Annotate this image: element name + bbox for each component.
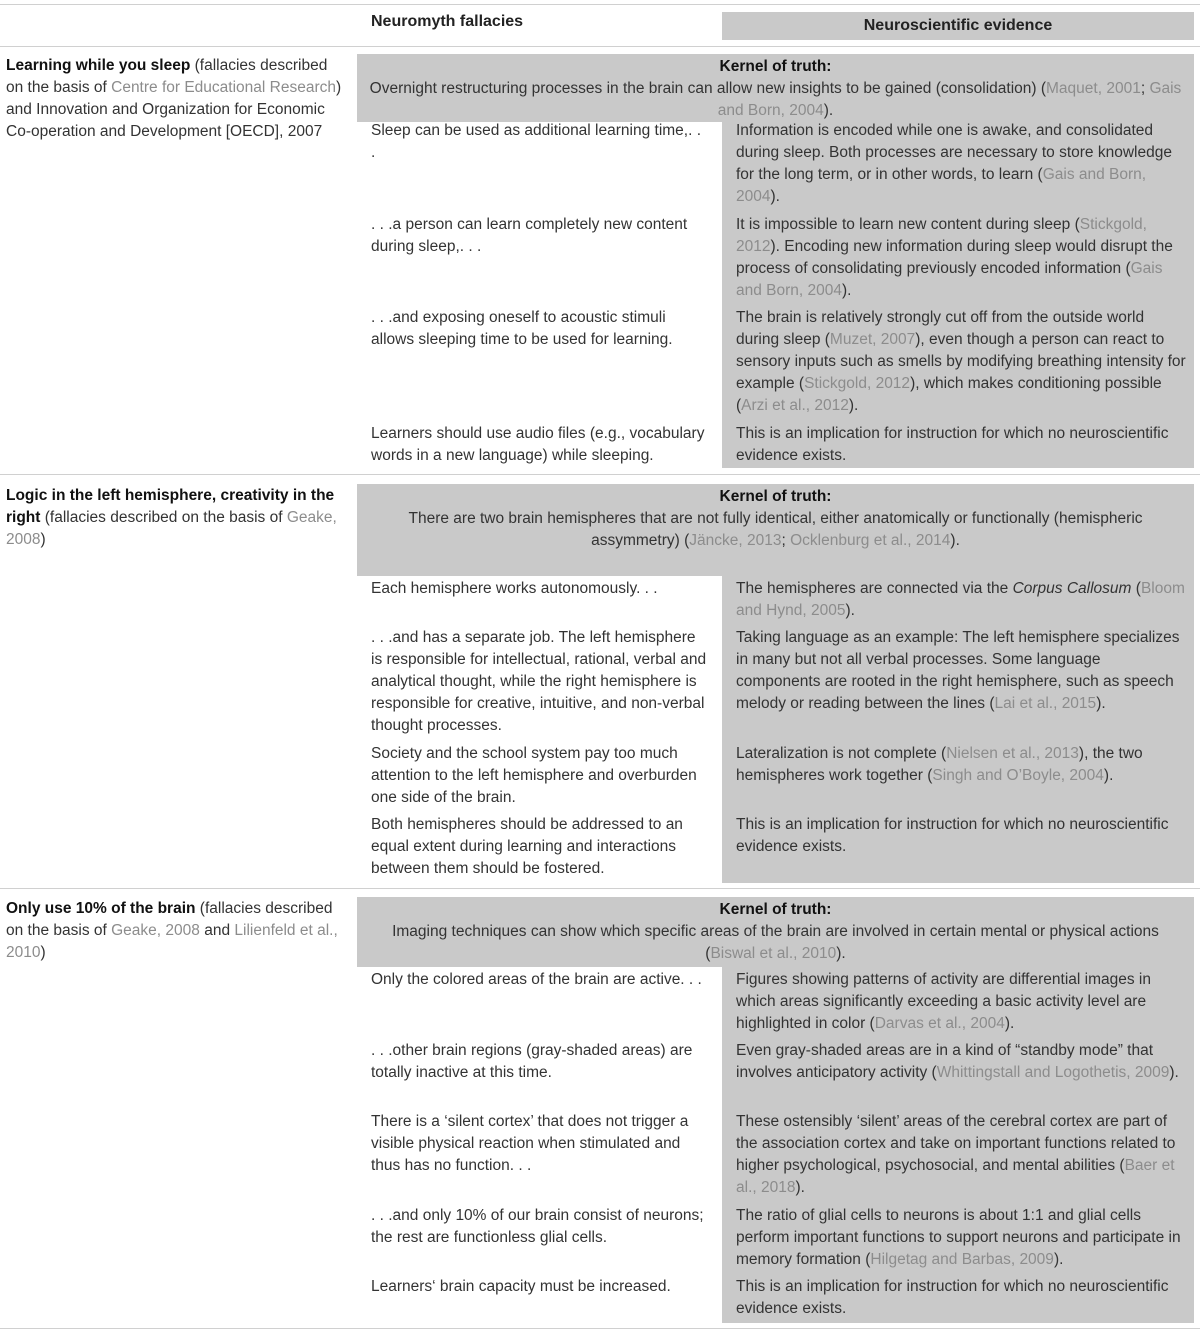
fallacy-text: . . .and only 10% of our brain consist of neurons; the rest are functionless glial cells. <box>371 1207 704 1246</box>
kernel-of-truth-sleep: Kernel of truth: Overnight restructuring processes in the brain can allow new insights to be gained (consolidation) (Maquet, 2001; Gais and Born, 2004). <box>357 54 1194 122</box>
evidence-text: This is an implication for instruction for which no neuroscientific evidence exists. <box>736 425 1169 464</box>
fallacy-text: . . .and exposing oneself to acoustic stimuli allows sleeping time to be used for learning. <box>371 309 673 348</box>
top-rule <box>0 4 1200 5</box>
section-label-ten-percent: Only use 10% of the brain (fallacies described on the basis of Geake, 2008 and Lilienfeld et al., 2010) <box>6 900 338 961</box>
evidence-text: The ratio of glial cells to neurons is about 1:1 and glial cells perform important functions to support neurons and participate in memory formation (Hilgetag and Barbas, 2009). <box>736 1207 1181 1268</box>
evidence-text: Taking language as an example: The left hemisphere specializes in many but not all verbal processes. Some language components are rooted in the right hemisphere, such as speech melody or reading between the lines (Lai et al., 2015). <box>736 629 1180 712</box>
fallacy-text: . . .and has a separate job. The left hemisphere is responsible for intellectual, rational, verbal and analytical thought, while the right hemisphere is responsible for creative, intuitive, and non-verbal thought processes. <box>371 629 707 734</box>
fallacy-text: There is a ‘silent cortex’ that does not trigger a visible physical reaction when stimulated and thus has no function. . . <box>371 1113 689 1174</box>
evidence-text: Figures showing patterns of activity are differential images in which areas significantly exceeding a basic activity level are highlighted in color (Darvas et al., 2004). <box>736 971 1151 1032</box>
fallacy-text: Learners should use audio files (e.g., vocabulary words in a new language) while sleeping. <box>371 425 705 464</box>
bottom-rule <box>0 1328 1200 1329</box>
section-label-sleep: Learning while you sleep (fallacies described on the basis of Centre for Educational Research) and Innovation and Organization for Economic Co-operation and Development [OECD], 2007 <box>6 57 342 140</box>
evidence-text: These ostensibly ‘silent’ areas of the cerebral cortex are part of the association cortex and take on important functions related to higher psychological, psychosocial, and mental abilities (Baer et al., 2018). <box>736 1113 1176 1196</box>
fallacy-text: Each hemisphere works autonomously. . . <box>371 580 658 597</box>
evidence-text: The brain is relatively strongly cut off from the outside world during sleep (Muzet, 2007), even though a person can react to sensory inputs such as smells by modifying breathing intensity for example (Stickgold, 2012), which makes conditioning possible (Arzi et al., 2012). <box>736 309 1186 414</box>
fallacy-text: Sleep can be used as additional learning time,. . . <box>371 122 702 161</box>
fallacy-text: . . .a person can learn completely new content during sleep,. . . <box>371 216 688 255</box>
fallacy-text: Only the colored areas of the brain are active. . . <box>371 971 702 988</box>
fallacy-text: Both hemispheres should be addressed to an equal extent during learning and interactions between them should be fostered. <box>371 816 683 877</box>
header-fallacies: Neuromyth fallacies <box>371 13 524 30</box>
evidence-text: This is an implication for instruction for which no neuroscientific evidence exists. <box>736 816 1169 855</box>
evidence-text: Lateralization is not complete (Nielsen et al., 2013), the two hemispheres work together (Singh and O’Boyle, 2004). <box>736 745 1143 784</box>
fallacy-text: Learners‘ brain capacity must be increased. <box>371 1278 671 1295</box>
fallacy-text: . . .other brain regions (gray-shaded areas) are totally inactive at this time. <box>371 1042 693 1081</box>
section-label-hemispheres: Logic in the left hemisphere, creativity in the right (fallacies described on the basis of Geake, 2008) <box>6 487 337 548</box>
section-rule <box>0 888 1200 889</box>
fallacy-text: Society and the school system pay too much attention to the left hemisphere and overburden one side of the brain. <box>371 745 697 806</box>
header-evidence: Neuroscientific evidence <box>722 12 1194 40</box>
evidence-text: The hemispheres are connected via the Corpus Callosum (Bloom and Hynd, 2005). <box>736 580 1185 619</box>
evidence-text: This is an implication for instruction for which no neuroscientific evidence exists. <box>736 1278 1169 1317</box>
evidence-text: Information is encoded while one is awake, and consolidated during sleep. Both processes are necessary to store knowledge for the long term, or in other words, to learn (Gais and Born, 2004). <box>736 122 1172 205</box>
section-rule <box>0 474 1200 475</box>
header-rule <box>0 46 1200 47</box>
kernel-of-truth-hemispheres: Kernel of truth: There are two brain hemispheres that are not fully identical, either anatomically or functionally (hemispheric assymmetry) (Jäncke, 2013; Ocklenburg et al., 2014). <box>357 484 1194 576</box>
evidence-text: It is impossible to learn new content during sleep (Stickgold, 2012). Encoding new information during sleep would disrupt the process of consolidating previously encoded information (Gais and Born, 2004). <box>736 216 1173 299</box>
kernel-of-truth-ten-percent: Kernel of truth: Imaging techniques can show which specific areas of the brain are involved in certain mental or physical actions (Biswal et al., 2010). <box>357 897 1194 967</box>
evidence-text: Even gray-shaded areas are in a kind of “standby mode” that involves anticipatory activity (Whittingstall and Logothetis, 2009). <box>736 1042 1179 1081</box>
